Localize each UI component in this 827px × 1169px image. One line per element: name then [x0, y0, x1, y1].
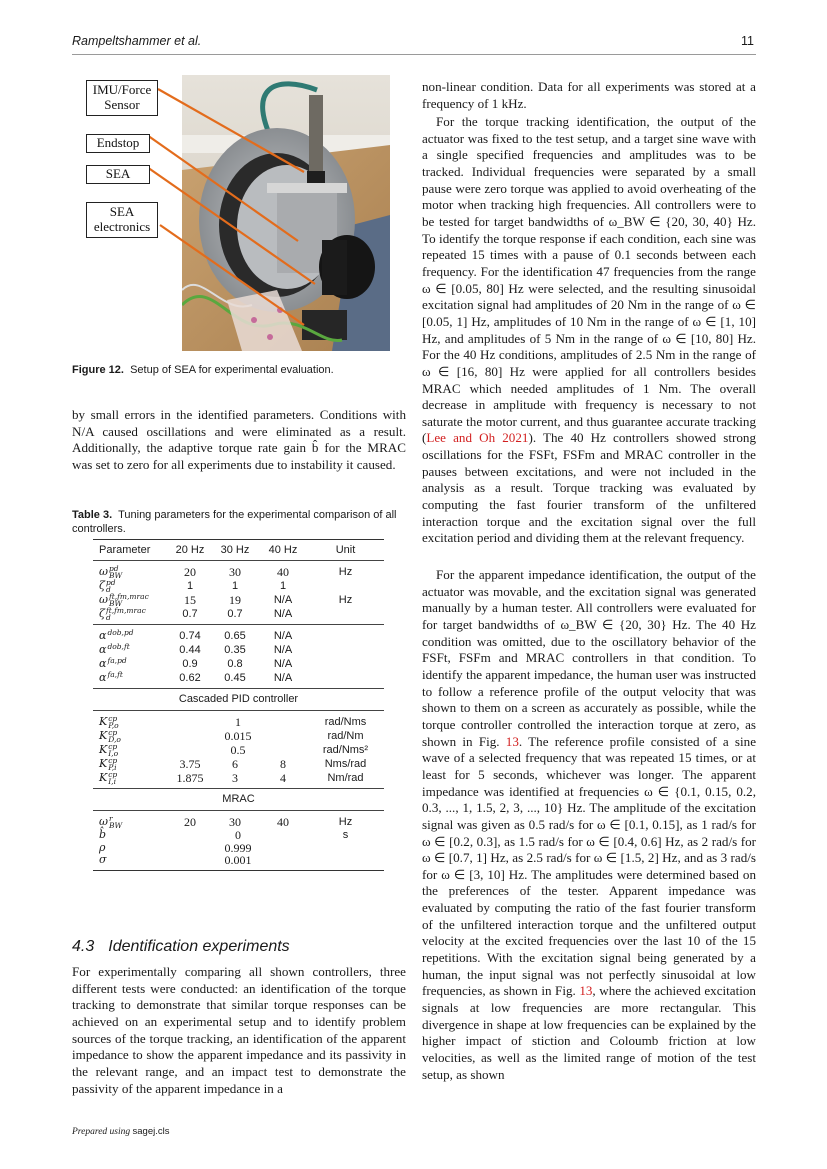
- value-40hz: 40: [277, 564, 289, 579]
- footer: [72, 1126, 169, 1137]
- unit: [307, 579, 384, 593]
- param-symbol: ζ ft,fm,mrac d: [99, 606, 146, 622]
- label-line: IMU/Force: [92, 82, 152, 97]
- param-symbol: ζ pd d: [99, 578, 116, 594]
- value-20hz: 0.44: [179, 643, 201, 656]
- shared-value: 0.001: [224, 853, 252, 867]
- table-row: [93, 625, 384, 644]
- section-title: Identification experiments: [108, 938, 290, 955]
- value-40hz: 8: [280, 756, 286, 771]
- shared-value: 0.015: [224, 728, 252, 743]
- figure-caption-text: Setup of SEA for experimental evaluation.: [130, 364, 334, 376]
- unit: rad/Nms²: [322, 743, 369, 756]
- pointer-endstop: [147, 135, 298, 241]
- param-symbol: α dob,pd: [99, 628, 134, 642]
- param-symbol: K cp P,i: [99, 756, 118, 772]
- value-30hz: 30: [229, 814, 241, 829]
- figure-link-13[interactable]: 13: [505, 733, 519, 749]
- table-section-mrac: [93, 789, 384, 811]
- pointer-sea-electronics: [160, 225, 304, 325]
- label-line: electronics: [93, 219, 151, 234]
- table-row: [93, 607, 384, 625]
- table-row: [93, 811, 384, 830]
- text-segment: , where the achieved excitation signals at low frequencies are more rectangular. This divergence in shape at low frequencies can be explained by the higher impact of stiction and Coloumb friction at low velocities, as well as the limited range of motion of the test setup, as shown: [422, 983, 756, 1082]
- param-symbol: K cp D,o: [99, 728, 121, 744]
- running-title: Rampeltshammer et al.: [72, 34, 202, 48]
- table-row: [93, 743, 384, 757]
- running-header: [72, 32, 756, 55]
- unit: Hz: [338, 593, 353, 606]
- value-40hz: 40: [277, 814, 289, 829]
- value-20hz: 1: [186, 579, 194, 592]
- unit: Nms/rad: [324, 757, 367, 770]
- section-label: MRAC: [222, 793, 255, 806]
- value-30hz: 6: [232, 756, 238, 771]
- table-row: [93, 829, 384, 842]
- col-header-40hz: 40 Hz: [268, 543, 298, 556]
- figure-link-13[interactable]: 13: [579, 983, 593, 999]
- table-row: [93, 643, 384, 657]
- param-symbol: ω r BW: [99, 814, 123, 830]
- table-row: [93, 593, 384, 607]
- text-segment: ). The 40 Hz controllers showed strong oscillations for the FSFt, FSFm and MRAC controller in the pauses between excitations, and were not included in the analysis as a result. Torque tracking was evaluated by computing the fast fourier transform of the unfiltered interaction torque and the excitation signal over the full excitation period and dividing them at the relevant frequency.: [422, 430, 756, 546]
- value-30hz: 0.7: [227, 607, 243, 620]
- value-30hz: 3: [232, 770, 238, 785]
- value-20hz: 0.9: [182, 657, 198, 670]
- param-symbol: α fa,pd: [99, 656, 127, 670]
- table-row: [93, 561, 384, 580]
- value-40hz: N/A: [273, 657, 293, 670]
- page-number: 11: [741, 34, 754, 48]
- value-30hz: 0.65: [224, 629, 246, 642]
- unit: [307, 657, 384, 671]
- table-row: [93, 711, 384, 730]
- value-30hz: 30: [229, 564, 241, 579]
- unit: [307, 643, 384, 657]
- shared-value: 0: [235, 828, 241, 842]
- unit: [307, 671, 384, 689]
- unit: Hz: [338, 815, 353, 828]
- unit: Nm/rad: [327, 771, 364, 784]
- text-segment: . The reference profile consisted of a sine wave of a selected frequency that was repeated 15 times, or at least for 5 seconds, whichever was longer. The apparent impedance was identified at frequencies ω ∈ {0.1, 0.15, 0.2, 0.3, ..., 1, 1.5, 2, 3, ..., 10} Hz. The amplitude of the excitation signal was given as 0.5 rad/s for ω ∈ [0.1, 0.15], as 1 rad/s for ω ∈ [0.2, 0.3], as 1.5 rad/s for ω ∈ [0.4, 0.6] Hz, as 2 rad/s for ω ∈ [0.7, 1] Hz, as 2.5 rad/s for ω ∈ [1.5, 2] Hz, and as 3 rad/s for ω ∈ [3, 10] Hz. The amplitudes were determined based on the preferences of the tester. Apparent impedance was evaluated by computing the ratio of the fast fourier transform of the unfiltered interaction torque and the unfiltered output velocity at the excited frequencies over the last 10 of the 15 repetitions. With the excitation signal being generated by a human, the input signal was not perfectly sinusoidal at low frequencies, as shown in Fig.: [422, 733, 756, 999]
- label-line: Endstop: [96, 135, 140, 150]
- table-row: [93, 854, 384, 870]
- table-row: [93, 579, 384, 593]
- unit: Hz: [338, 565, 353, 578]
- value-20hz: 1.875: [176, 770, 204, 785]
- label-endstop: [86, 134, 150, 153]
- value-40hz: N/A: [273, 671, 293, 684]
- table-caption-text: Tuning parameters for the experimental comparison of all controllers.: [72, 509, 397, 535]
- paragraph-tuning-note: by small errors in the identified parameters. Conditions with N/A caused oscillations and were eliminated as a result. Additionally, the adaptive torque rate gain b̂ for the MRAC was set to zero for all experiments due to instability it caused.: [72, 407, 406, 472]
- value-20hz: 0.62: [179, 671, 201, 684]
- unit: [307, 607, 384, 625]
- table-section-cascaded-pid: [93, 689, 384, 711]
- value-20hz: 20: [184, 814, 196, 829]
- figure-caption: [72, 364, 402, 376]
- value-20hz: 0.74: [179, 629, 201, 642]
- paragraph-torque-tracking: [422, 114, 756, 547]
- col-header-unit: Unit: [335, 543, 356, 556]
- shared-value: 1: [235, 714, 241, 729]
- table-row: [93, 771, 384, 789]
- unit: rad/Nm: [327, 729, 364, 742]
- table-row: [93, 671, 384, 689]
- section-number: 4.3: [72, 938, 95, 955]
- label-line: SEA: [105, 166, 131, 181]
- col-header-30hz: 30 Hz: [220, 543, 250, 556]
- param-symbol: ω pd BW: [99, 564, 123, 580]
- shared-value: 0.999: [224, 840, 252, 855]
- value-30hz: 1: [231, 579, 239, 592]
- value-40hz: 4: [280, 770, 286, 785]
- footer-class-file: sagej.cls: [132, 1126, 170, 1137]
- figure-12: [72, 75, 392, 353]
- value-30hz: 19: [229, 592, 241, 607]
- label-line: Sensor: [104, 97, 140, 112]
- text-segment: For the torque tracking identification, the output of the actuator was fixed to the test setup, and a target sine wave with a single specified frequencies and amplitudes was to be tracked. Individual frequencies were separated by a small pause were zero torque was applied to avoid overheating of the motor when tracking high frequencies. All controllers were to be tested for target bandwidths of ω_BW ∈ {20, 30, 40} Hz. To identify the torque response if each condition, each sine was repeated 15 times with a pause of 0.1 seconds between each frequency. For the identification 47 frequencies from the range ω ∈ [0.05, 80] Hz were selected, and the resulting sinusoidal excitation signal had amplitudes of 20 Nm in the range of ω ∈ [0.05, 1] Hz, amplitudes of 10 Nm in the range of ω ∈ [1, 10] Hz, and amplitudes of 5 Nm in the range of ω ∈ [10, 80] Hz. For the 40 Hz conditions, amplitudes of 2.5 Nm in the range of ω ∈ [16, 80] Hz were applied for all controllers besides MRAC which needed amplitudes of 1 Nm. The overall decrease in amplitude with frequency is necessary to not saturate the motor current, and thus guarantee accurate tracking (: [422, 114, 756, 446]
- shared-value: 0.5: [230, 742, 246, 757]
- table-row: [93, 729, 384, 743]
- table-caption-label: Table 3.: [72, 509, 113, 521]
- unit: [307, 854, 384, 870]
- value-40hz: N/A: [273, 607, 293, 620]
- table-caption: [72, 508, 406, 536]
- param-symbol: α dob,ft: [99, 642, 130, 656]
- figure-caption-label: Figure 12.: [72, 364, 124, 376]
- label-line: SEA: [109, 204, 135, 219]
- col-header-20hz: 20 Hz: [175, 543, 205, 556]
- value-20hz: 0.7: [182, 607, 198, 620]
- param-symbol: α fa,ft: [99, 670, 123, 684]
- section-label: Cascaded PID controller: [178, 693, 299, 706]
- param-symbol: σ: [99, 853, 107, 866]
- paragraph-data-storage: non-linear condition. Data for all experiments was stored at a frequency of 1 kHz.: [422, 79, 756, 111]
- value-20hz: 15: [184, 592, 196, 607]
- unit: [307, 625, 384, 644]
- label-sea-electronics: [86, 202, 158, 238]
- label-sea: [86, 165, 150, 184]
- value-40hz: N/A: [273, 629, 293, 642]
- param-symbol: K cp I,i: [99, 770, 118, 786]
- section-heading: [72, 938, 290, 956]
- value-30hz: 0.8: [227, 657, 243, 670]
- table-header-row: [93, 540, 384, 561]
- param-symbol: b̂: [99, 828, 107, 841]
- pointer-imu: [158, 89, 304, 172]
- unit: rad/Nms: [324, 715, 367, 728]
- unit: [307, 842, 384, 855]
- value-20hz: 3.75: [179, 756, 201, 771]
- pointer-sea: [147, 167, 315, 284]
- unit: s: [342, 829, 349, 841]
- param-symbol: ρ: [99, 840, 106, 854]
- param-symbol: ω ft,fm,mrac BW: [99, 592, 149, 608]
- text-segment: For the apparent impedance identification, the output of the actuator was movable, and the excitation signal was generated manually by a human tester. All controllers were evaluated for for target bandwidths of ω_BW ∈ {20, 30} Hz. The 40 Hz condition was omitted, due to the oscillatory behavior of the FSFt, FSFm and MRAC controllers in that condition. To identify the apparent impedance, the human user was instructed to follow a reference profile of the output velocity that was shown to them on a screen as accurately as possible, while the torque controller controlled the interaction torque at zero, as shown in Fig.: [422, 567, 756, 749]
- value-40hz: 1: [279, 579, 287, 592]
- value-30hz: 0.45: [224, 671, 246, 684]
- table-row: [93, 757, 384, 771]
- value-20hz: 20: [184, 564, 196, 579]
- param-symbol: K cp P,o: [99, 714, 119, 730]
- value-40hz: N/A: [273, 643, 293, 656]
- paragraph-identification-intro: For experimentally comparing all shown controllers, three different tests were conducted: an identification of the torque tracking to demonstrate that similar torque responses can be achieved on an experimental setup and to identify problem sources of the torque tracking, an identification of the apparent impedance to show the apparent impedance and its passivity in the relevant range, and an impact test to demonstrate the passivity of the apparent impedance in a: [72, 964, 406, 1096]
- footer-prepared: Prepared using: [72, 1127, 131, 1137]
- value-30hz: 0.35: [224, 643, 246, 656]
- col-header-parameter: Parameter: [99, 543, 151, 556]
- value-40hz: N/A: [273, 593, 293, 606]
- label-imu-force-sensor: [86, 80, 158, 116]
- citation-link-lee-oh-2021[interactable]: Lee and Oh 2021: [426, 430, 529, 446]
- paragraph-apparent-impedance: [422, 567, 756, 1083]
- table-tuning-parameters: [93, 539, 384, 871]
- param-symbol: K cp I,o: [99, 742, 119, 758]
- table-row: [93, 657, 384, 671]
